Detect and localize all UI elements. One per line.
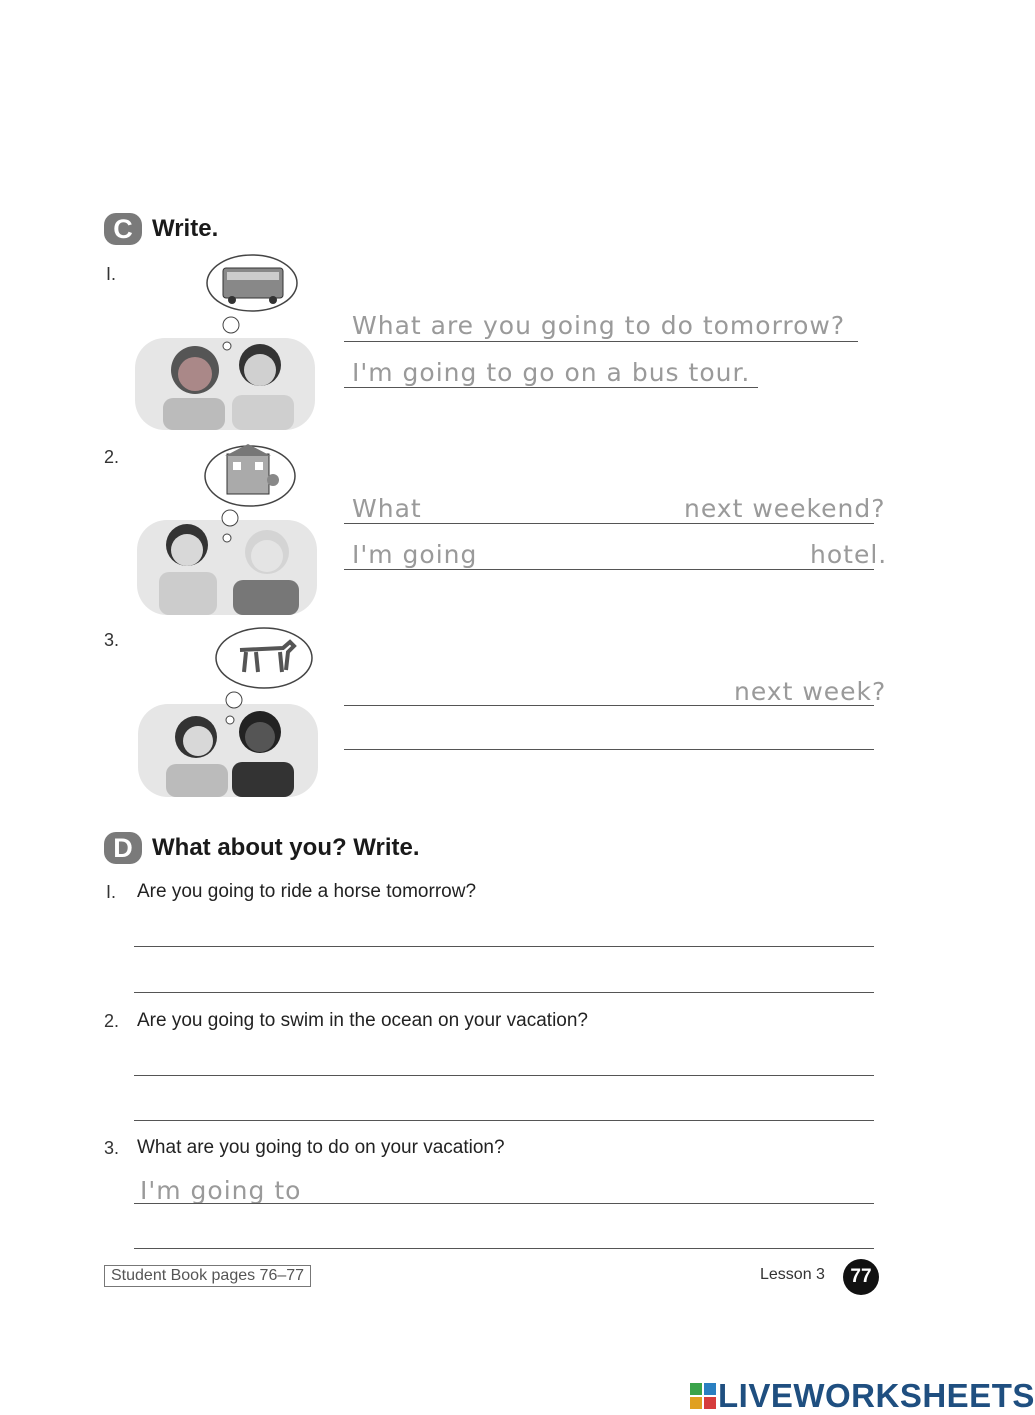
section-d-badge: D (104, 832, 142, 864)
question-text: Are you going to swim in the ocean on your vacation? (137, 1010, 588, 1031)
page-number: 77 (843, 1259, 879, 1295)
writing-line[interactable] (134, 946, 874, 947)
question-number: 2. (104, 1011, 120, 1031)
writing-line[interactable] (344, 341, 858, 342)
item-number: 3. (104, 630, 120, 650)
section-c-title: Write. (152, 215, 219, 242)
question-text: What are you going to do on your vacation? (137, 1137, 505, 1158)
answer-starter: I'm going to (140, 1176, 302, 1205)
liveworksheets-wordmark: LIVEWORKSHEETS (718, 1377, 1035, 1414)
lesson-label: Lesson 3 (760, 1266, 825, 1283)
section-d-title: What about you? Write. (152, 834, 420, 861)
question-number: 3. (104, 1138, 120, 1158)
answer-line-question: What are you going to do tomorrow? (352, 311, 846, 340)
hotel-illustration (137, 440, 319, 615)
item-number: I. (106, 264, 117, 284)
item-number: 2. (104, 447, 120, 467)
section-c-badge: C (104, 213, 142, 245)
writing-line[interactable] (344, 387, 758, 388)
question-text: Are you going to ride a horse tomorrow? (137, 881, 477, 902)
book-reference: Student Book pages 76–77 (104, 1265, 311, 1287)
writing-line[interactable] (344, 749, 874, 750)
writing-line[interactable] (134, 1075, 874, 1076)
writing-line[interactable] (134, 1248, 874, 1249)
answer-line-question-end: next weekend? (684, 494, 886, 523)
liveworksheets-logo[interactable] (690, 1377, 1035, 1415)
writing-line[interactable] (134, 1203, 874, 1204)
answer-line-answer-end: hotel. (810, 540, 888, 569)
answer-line-question-end: next week? (734, 677, 887, 706)
writing-line[interactable] (344, 705, 874, 706)
writing-line[interactable] (344, 523, 874, 524)
writing-line[interactable] (134, 992, 874, 993)
bus-tour-illustration (135, 250, 320, 430)
writing-line[interactable] (134, 1120, 874, 1121)
liveworksheets-icon (690, 1383, 716, 1409)
answer-line-answer-start: I'm going (352, 540, 478, 569)
horse-illustration (138, 622, 318, 797)
answer-line-question-start: What (352, 494, 422, 523)
answer-line-answer: I'm going to go on a bus tour. (352, 358, 751, 387)
question-number: I. (106, 882, 117, 902)
writing-line[interactable] (344, 569, 874, 570)
